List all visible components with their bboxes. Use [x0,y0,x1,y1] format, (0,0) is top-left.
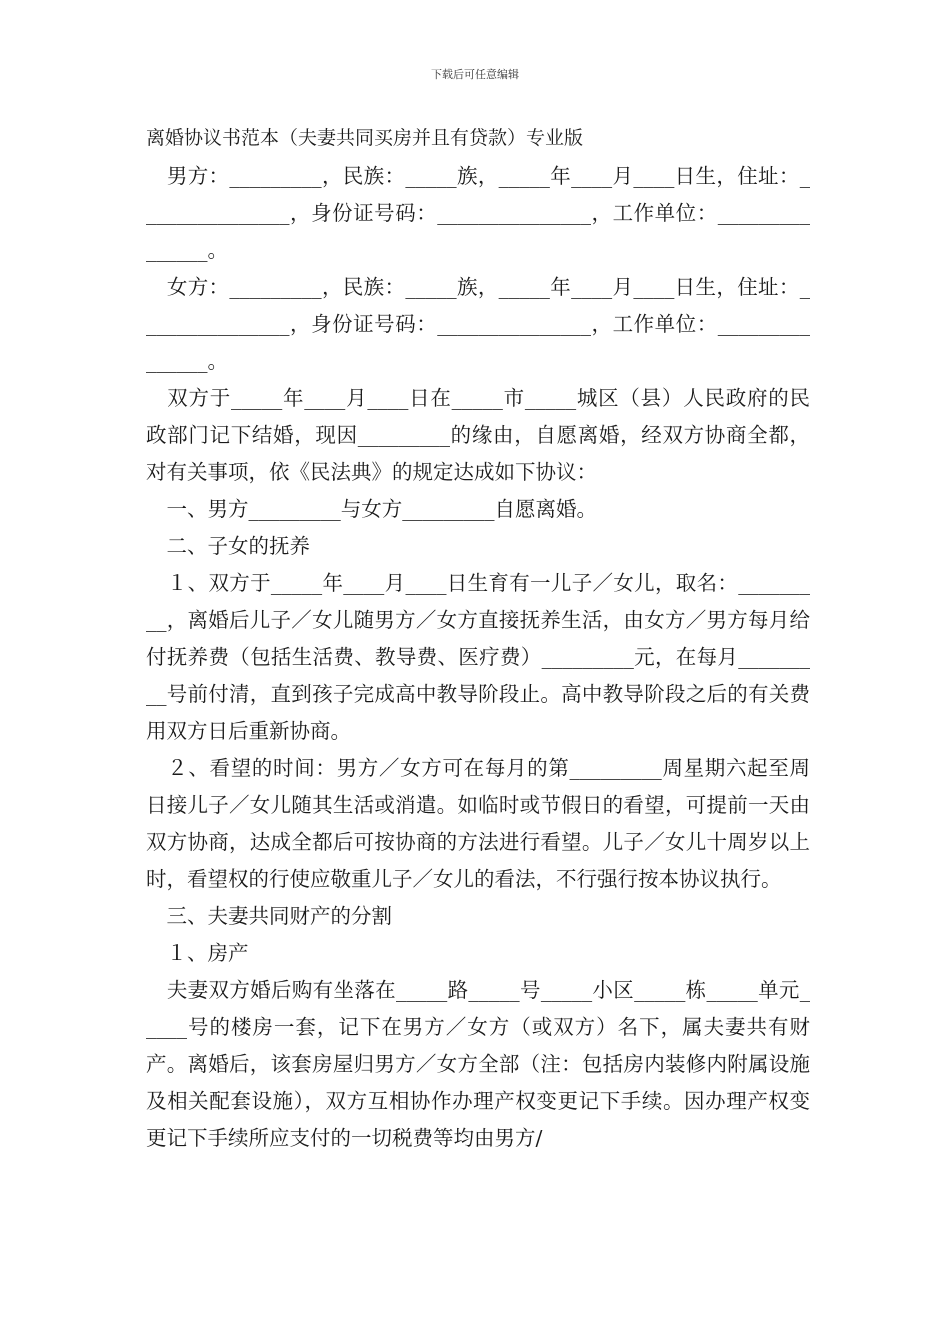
paragraph-marriage-info: 双方于_____年____月____日在_____市_____城区（县）人民政府的民政部门记下结婚，现因_________的缘由，自愿离婚，经双方协商全都，对有关事项，依《民法典》的规定达成如下协议： [146,386,810,484]
clause-2-1-support: １、双方于_____年____月____日生育有一儿子／女儿，取名：_________，离婚后儿子／女儿随男方／女方直接抚养生活，由女方／男方每月给付抚养费（包括生活费、教导费、医疗费）_________元，在每月_________号前付清，直到孩子完成高中教导阶段止。高中教导阶段之后的有关费用双方日后重新协商。 [146,571,810,743]
paragraph-husband-info: 男方：_________，民族：_____族，_____年____月____日生，住址：_______________，身份证号码：_______________，工作单位：_______________。 [146,164,810,262]
document-title: 离婚协议书范本（夫妻共同买房并且有贷款）专业版 [146,127,584,149]
paragraph-wife-info: 女方：_________，民族：_____族，_____年____月____日生，住址：_______________，身份证号码：_______________，工作单位：_______________。 [146,275,810,373]
clause-3-1-property: 夫妻双方婚后购有坐落在_____路_____号_____小区_____栋_____单元_____号的楼房一套，记下在男方／女方（或双方）名下，属夫妻共有财产。离婚后，该套房屋归男方／女方全部（注：包括房内装修内附属设施及相关配套设施），双方互相协作办理产权变更记下手续。因办理产权变更记下手续所应支付的一切税费等均由男方/ [146,978,810,1150]
clause-3-1-heading: １、房产 [146,941,249,965]
clause-1-divorce: 一、男方_________与女方_________自愿离婚。 [146,497,597,521]
clause-3-heading: 三、夫妻共同财产的分割 [146,904,392,928]
clause-2-2-visitation: ２、看望的时间：男方／女方可在每月的第_________周星期六起至周日接儿子／女儿随其生活或消遣。如临时或节假日的看望，可提前一天由双方协商，达成全都后可按协商的方法进行看望。儿子／女儿十周岁以上时，看望权的行使应敬重儿子／女儿的看法，不行强行按本协议执行。 [146,756,810,891]
page-header: 下载后可任意编辑 [431,68,519,81]
document-body [146,122,810,1157]
clause-2-heading: 二、子女的抚养 [146,534,310,558]
